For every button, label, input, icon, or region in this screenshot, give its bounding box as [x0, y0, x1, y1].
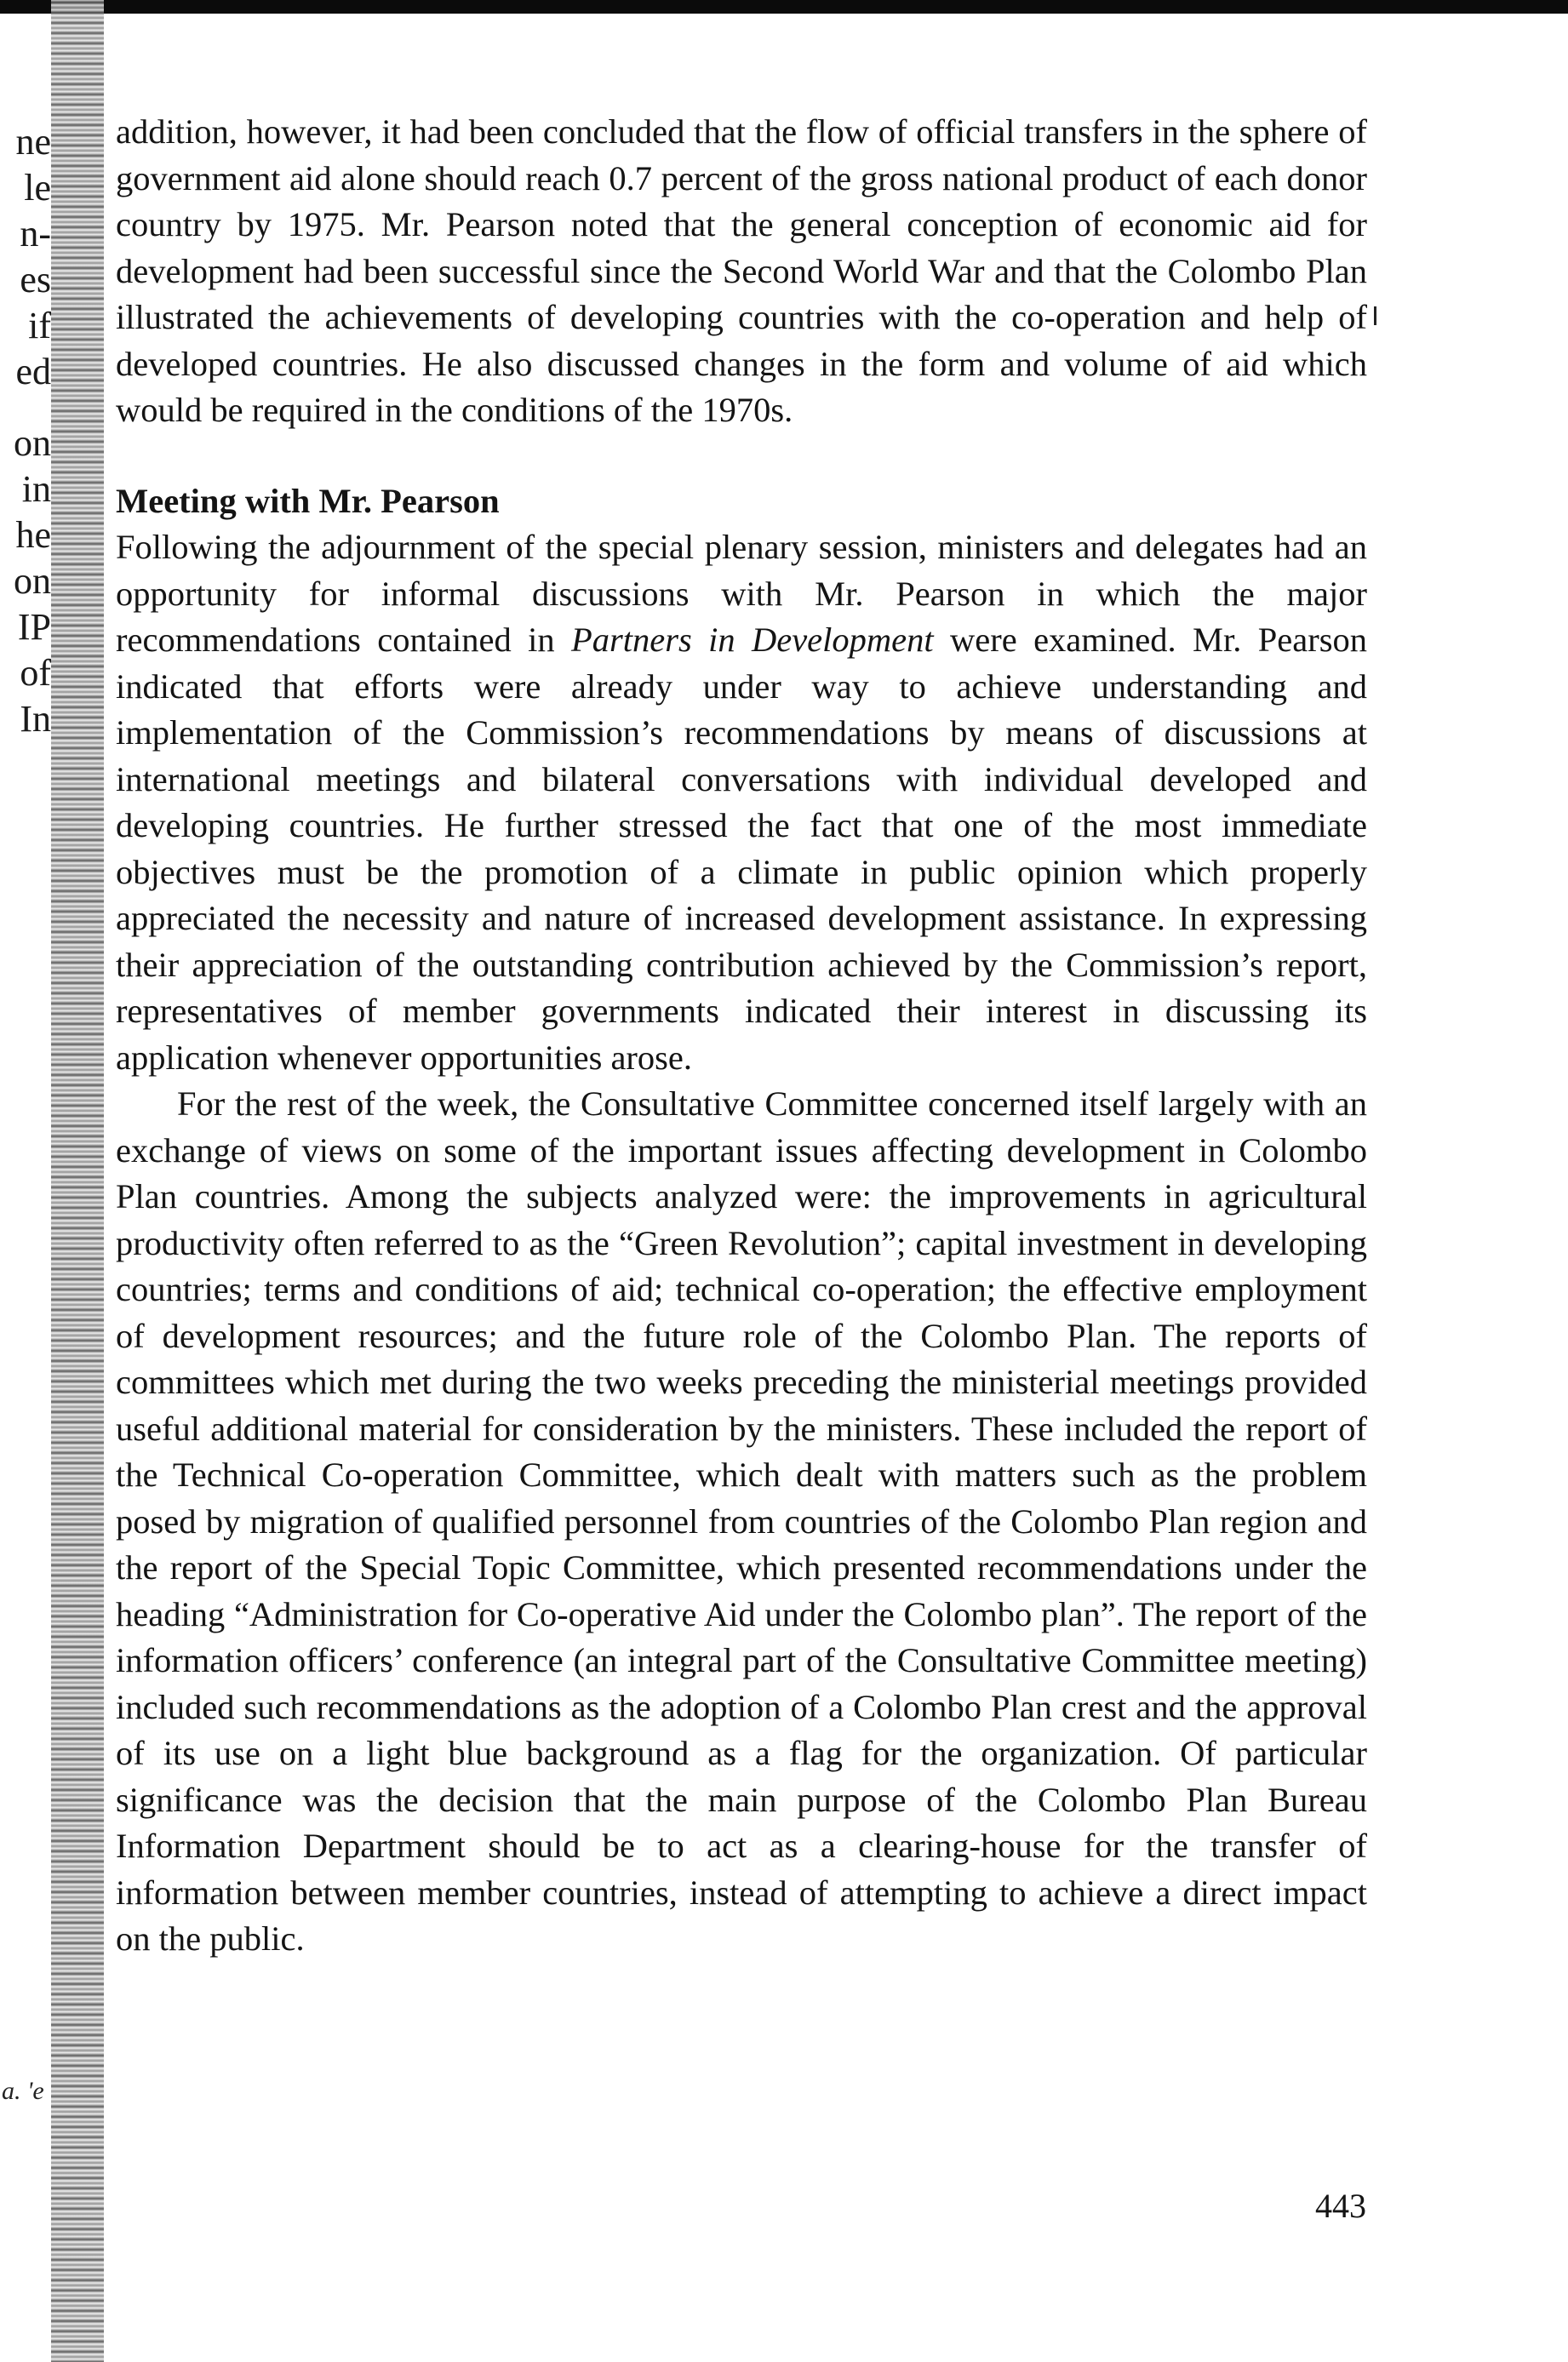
fragment-text: ed: [15, 351, 51, 392]
section-heading: Meeting with Mr. Pearson: [116, 481, 500, 520]
fragment-text: ne: [15, 121, 51, 163]
bottom-left-fragment: a. 'e: [2, 2077, 44, 2105]
book-binding-gutter: [51, 0, 104, 2362]
fragment-text: on: [14, 560, 51, 602]
fragment-text: in: [21, 468, 51, 510]
page-body: [116, 109, 1367, 1963]
paragraph-meeting: [116, 524, 1367, 1081]
margin-mark: [1374, 306, 1376, 325]
fragment-text: he: [15, 514, 51, 556]
fragment-text: on: [14, 422, 51, 464]
fragment-text: if: [28, 305, 51, 346]
paragraph-rest-of-week: For the rest of the week, the Consultative Committee concerned itself largely with an exchange of views on some of the important issues affecting development in Colombo Plan countries. Among the subjects analyzed were: the improvements in agricultural productivity often referred to as the “Green Revolution”; capital investment in developing countries; terms and conditions of aid; technical co-operation; the effective employment of development resources; and the future role of the Colombo Plan. The reports of committees which met during the two weeks preceding the ministerial meetings provided useful additional material for consideration by the ministers. These included the report of the Technical Co-operation Committee, which dealt with matters such as the problem posed by migration of qualified personnel from countries of the Colombo Plan region and the report of the Special Topic Committee, which presented recommendations under the heading “Administration for Co-operative Aid under the Colombo plan”. The report of the information officers’ conference (an integral part of the Consultative Committee meeting) included such recommendations as the adoption of a Colombo Plan crest and the approval of its use on a light blue background as a flag for the organization. Of particular significance was the decision that the main purpose of the Colombo Plan Bureau Information Department should be to act as a clearing-house for the transfer of information between member countries, instead of attempting to achieve a direct impact on the public.: [116, 1084, 1367, 1958]
fragment-text: le: [24, 167, 51, 209]
fragment-text: IP: [17, 606, 51, 648]
fragment-text: In: [20, 698, 51, 740]
fragment-text: of: [20, 652, 51, 694]
paragraph-text: Following the adjournment of the special plenary session, ministers and delegates had an opportunity for informal discussions with Mr. Pearson in which the major recommendations contained in: [116, 528, 1367, 659]
fragment-text: es: [20, 259, 51, 300]
facing-page-fragments: [0, 119, 53, 766]
book-title: Partners in Development: [570, 621, 934, 659]
fragment-text: n-: [20, 213, 51, 255]
paragraph-opening: addition, however, it had been concluded that the flow of official transfers in the sphere of government aid alone should reach 0.7 percent of the gross national product of each donor country by 1975. Mr. Pearson noted that the general conception of economic aid for development had been successful since the Second World War and that the Colombo Plan illustrated the achievements of developing countries with the co-operation and help of developed countries. He also discussed changes in the form and volume of aid which would be required in the conditions of the 1970s.: [116, 112, 1367, 429]
scan-top-edge: [0, 0, 1568, 14]
paragraph-text: were examined. Mr. Pearson indicated that efforts were already under way to achieve understanding and implementation of the Commission’s recommendations by means of discussions at international meetings and bilateral conversations with individual developed and developing countries. He further stressed the fact that one of the most immediate objectives must be the promotion of a climate in public opinion which properly appreciated the necessity and nature of increased development assistance. In expressing their appreciation of the outstanding contribution achieved by the Commission’s report, representatives of member governments indicated their interest in discussing its application whenever opportunities arose.: [116, 621, 1367, 1077]
page-number: 443: [1315, 2187, 1366, 2225]
